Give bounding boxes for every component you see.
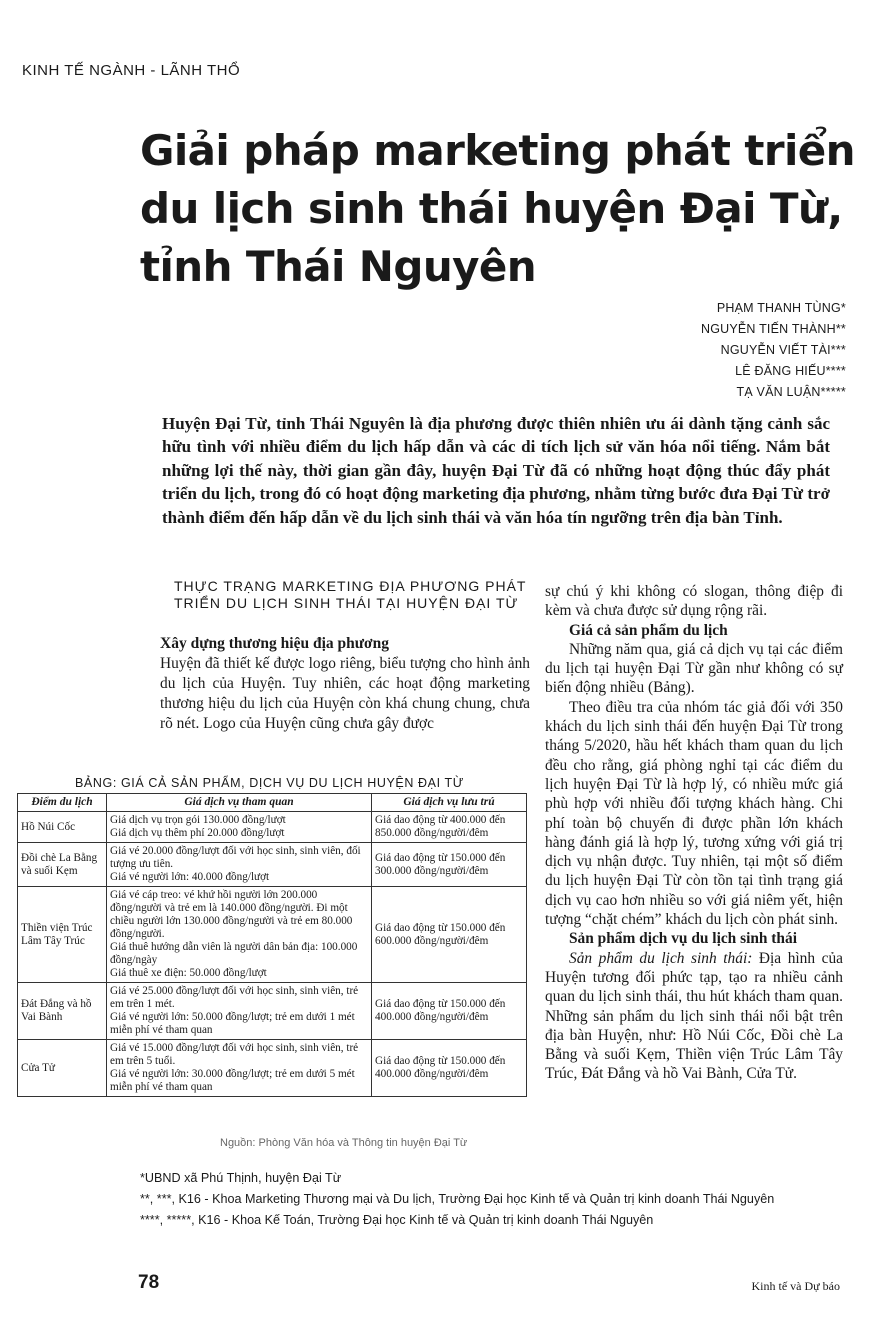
table-source: Nguồn: Phòng Văn hóa và Thông tin huyện Đại Từ: [220, 1137, 468, 1149]
place-cell: Thiền viện Trúc Lâm Tây Trúc: [18, 887, 107, 983]
place-cell: Cửa Tử: [18, 1040, 107, 1097]
author-list: [701, 298, 846, 403]
price-line: Giá vé 20.000 đồng/lượt đối với học sinh, sinh viên, đối tượng ưu tiên.: [110, 845, 361, 870]
author-name: PHẠM THANH TÙNG*: [716, 301, 846, 315]
title-line: du lịch sinh thái huyện Đại Từ,: [140, 184, 843, 233]
article-title: [140, 122, 860, 296]
price-line: Giá thuê hướng dẫn viên là người dân bản địa: 100.000 đồng/ngày: [110, 941, 358, 966]
price-line: Giá vé người lớn: 50.000 đồng/lượt; trẻ em dưới 1 mét miễn phí vé tham quan: [110, 1011, 355, 1036]
body-paragraph: Theo điều tra của nhóm tác giả đối với 350 khách du lịch sinh thái đến huyện Đại Từ trong tháng 5/2020, hầu hết khách tham quan du lịch đều cho rằng, giá phòng nghỉ tại các điểm du lịch huyện Đại Từ là hợp lý, có nhiều mức giá phù hợp với nhiều đối tượng khách hàng. Chi phí toàn bộ chuyến đi được phần lớn khách hàng đánh giá là hợp lý, tương xứng với giá trị dịch vụ nhận được. Tuy nhiên, tại một số điểm du lịch huyện Đại Từ còn tồn tại tình trạng giá dịch vụ cao hơn nhiều so với giá niêm yết, hiện tượng “chặt chém” khách du lịch còn phát sinh.: [545, 698, 843, 929]
stay-price-cell: Giá dao động từ 400.000 đến 850.000 đồng/người/đêm: [372, 812, 527, 843]
title-line: Giải pháp marketing phát triển: [140, 126, 855, 175]
price-line: Giá vé người lớn: 40.000 đồng/lượt: [110, 871, 270, 883]
place-cell: Hồ Núi Cốc: [18, 812, 107, 843]
author-name: TẠ VĂN LUẬN*****: [736, 385, 846, 399]
place-cell: Đát Đắng và hồ Vai Bành: [18, 983, 107, 1040]
stay-price-cell: Giá dao động từ 150.000 đến 400.000 đồng/người/đêm: [372, 1040, 527, 1097]
price-line: Giá thuê xe điện: 50.000 đồng/lượt: [110, 967, 267, 979]
table-header-row: [18, 794, 527, 812]
body-paragraph: Huyện đã thiết kế được logo riêng, biểu tượng cho hình ảnh du lịch của Huyện. Tuy nhiên, các hoạt động marketing thương hiệu du lịch của Huyện còn khá chung chung, chưa rõ nét. Logo của Huyện cũng chưa gây được: [160, 655, 530, 732]
price-line: Giá vé người lớn: 30.000 đồng/lượt; trẻ em dưới 5 mét miễn phí vé tham quan: [110, 1068, 355, 1093]
paragraph-text: Địa hình của Huyện tương đối phức tạp, tạo ra nhiều cảnh quan du lịch sinh thái, thu hút khách tham quan. Những sản phẩm du lịch sinh thái nổi bật trên địa bàn Huyện, như: Hồ Núi Cốc, Đồi chè La Bằng và suối Kẹm, Thiền viện Trúc Lâm Tây Trúc, Đát Đắng và hồ Vai Bành, Cửa Tử.: [545, 949, 844, 1083]
price-table: [17, 793, 527, 1097]
section-label: KINH TẾ NGÀNH - LÃNH THỔ: [22, 62, 241, 79]
price-line: Giá dịch vụ thêm phí 20.000 đồng/lượt: [110, 827, 285, 839]
footnote: *UBND xã Phú Thịnh, huyện Đại Từ: [140, 1171, 342, 1185]
author-name: LÊ ĐĂNG HIẾU****: [735, 364, 846, 378]
table-row: [18, 1040, 527, 1097]
page-number: 78: [138, 1272, 160, 1293]
subheading: Xây dựng thương hiệu địa phương: [160, 635, 389, 652]
right-column: [545, 582, 843, 1084]
left-column: [160, 578, 530, 734]
table-row: [18, 887, 527, 983]
price-line: Giá dịch vụ trọn gói 130.000 đồng/lượt: [110, 814, 286, 826]
paragraph-lead: Sản phẩm du lịch sinh thái:: [569, 949, 753, 967]
body-paragraph: [545, 949, 843, 1084]
body-paragraph: sự chú ý khi không có slogan, thông điệp đi kèm và chưa được sử dụng rộng rãi.: [545, 583, 843, 620]
tour-price-cell: [107, 983, 372, 1040]
stay-price-cell: Giá dao động từ 150.000 đến 300.000 đồng/người/đêm: [372, 843, 527, 887]
column-header: Giá dịch vụ tham quan: [107, 794, 372, 812]
stay-price-cell: Giá dao động từ 150.000 đến 600.000 đồng/người/đêm: [372, 887, 527, 983]
tour-price-cell: [107, 843, 372, 887]
column-header: Điểm du lịch: [18, 794, 107, 812]
place-cell: Đồi chè La Bằng và suối Kẹm: [18, 843, 107, 887]
table-row: [18, 843, 527, 887]
table-row: [18, 983, 527, 1040]
author-name: NGUYỄN TIẾN THÀNH**: [700, 322, 846, 336]
footnotes: [140, 1168, 845, 1231]
table-caption: BẢNG: GIÁ CẢ SẢN PHẨM, DỊCH VỤ DU LỊCH HUYỆN ĐẠI TỪ: [75, 776, 465, 790]
tour-price-cell: [107, 1040, 372, 1097]
title-line: tỉnh Thái Nguyên: [140, 242, 537, 291]
column-header: Giá dịch vụ lưu trú: [372, 794, 527, 812]
journal-name: Kinh tế và Dự báo: [751, 1279, 840, 1293]
author-name: NGUYỄN VIẾT TÀI***: [720, 343, 846, 357]
stay-price-cell: Giá dao động từ 150.000 đến 400.000 đồng/người/đêm: [372, 983, 527, 1040]
subheading: Sản phẩm dịch vụ du lịch sinh thái: [569, 930, 797, 948]
table-row: [18, 812, 527, 843]
body-paragraph: Những năm qua, giá cả dịch vụ tại các điểm du lịch tại huyện Đại Từ gần như không có sự biến động nhiều (Bảng).: [545, 640, 843, 697]
tour-price-cell: [107, 887, 372, 983]
section-heading: THỰC TRẠNG MARKETING ĐỊA PHƯƠNG PHÁT TRIỂN DU LỊCH SINH THÁI TẠI HUYỆN ĐẠI TỪ: [174, 578, 527, 611]
abstract: Huyện Đại Từ, tỉnh Thái Nguyên là địa phương được thiên nhiên ưu ái dành tặng cảnh sắc hữu tình với nhiều điểm du lịch hấp dẫn và các di tích lịch sử văn hóa nổi tiếng. Nắm bắt những lợi thế này, thời gian gần đây, huyện Đại Từ đã có những hoạt động thúc đẩy phát triển du lịch, trong đó có hoạt động marketing địa phương, nhằm từng bước đưa Đại Từ trở thành điểm đến hấp dẫn về du lịch sinh thái và văn hóa tín ngưỡng trên địa bàn Tỉnh.: [162, 414, 830, 527]
footnote: **, ***, K16 - Khoa Marketing Thương mại và Du lịch, Trường Đại học Kinh tế và Quản trị kinh doanh Thái Nguyên: [140, 1192, 775, 1206]
tour-price-cell: [107, 812, 372, 843]
subheading: Giá cả sản phẩm du lịch: [569, 621, 728, 639]
price-line: Giá vé 15.000 đồng/lượt đối với học sinh, sinh viên, trẻ em trên 5 tuổi.: [110, 1042, 359, 1067]
footnote: ****, *****, K16 - Khoa Kế Toán, Trường Đại học Kinh tế và Quản trị kinh doanh Thái Nguyên: [140, 1213, 654, 1227]
price-line: Giá vé 25.000 đồng/lượt đối với học sinh, sinh viên, trẻ em trên 1 mét.: [110, 985, 359, 1010]
price-line: Giá vé cáp treo: vé khứ hồi người lớn 200.000 đồng/người và trẻ em là 140.000 đồng/người. Đi một chiều người lớn 130.000 đồng/người và trẻ em 80.000 đồng/người.: [110, 889, 353, 940]
